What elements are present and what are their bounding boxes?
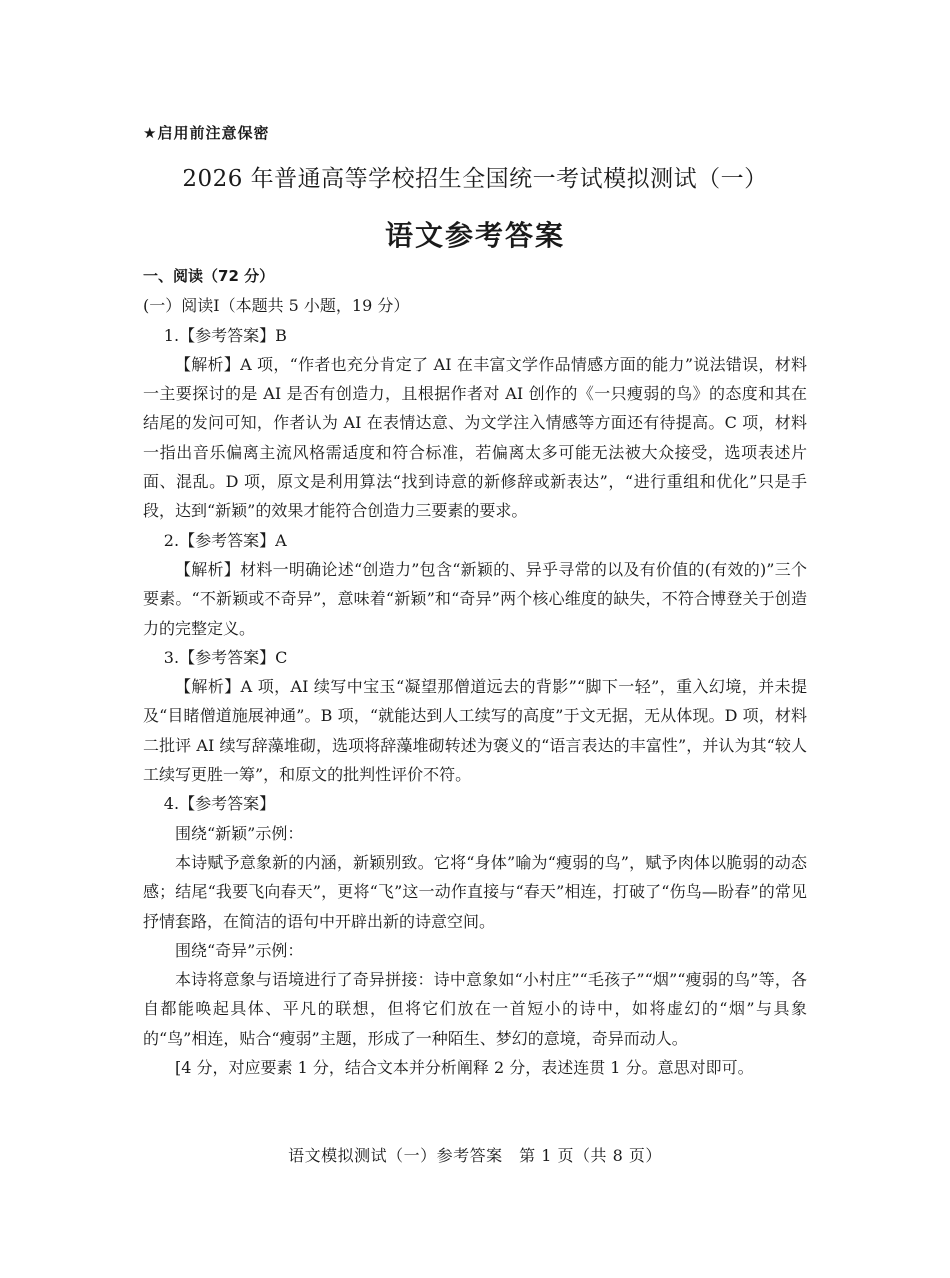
q4-example-strange: 本诗将意象与语境进行了奇异拼接：诗中意象如“小村庄”“毛孩子”“烟”“瘦弱的鸟”等，各自都能唤起具体、平凡的联想，但将它们放在一首短小的诗中，如将虚幻的“烟”与具象的“鸟”相连，贴合“瘦弱”主题，形成了一种陌生、梦幻的意境，奇异而动人。 <box>143 970 807 1048</box>
q3-answer: 3.【参考答案】C <box>163 647 288 667</box>
q2-analysis: 【解析】材料一明确论述“创造力”包含“新颖的、异乎寻常的以及有价值的(有效的)”三个要素。“不新颖或不奇异”，意味着“新颖”和“奇异”两个核心维度的缺失，不符合博登关于创造力的完整定义。 <box>143 559 807 638</box>
exam-title: 2026 年普通高等学校招生全国统一考试模拟测试（一） <box>182 166 768 192</box>
q1-answer: 1.【参考答案】B <box>163 325 287 345</box>
confidential-notice: ★启用前注意保密 <box>143 124 270 142</box>
q3-analysis: 【解析】A 项，AI 续写中宝玉“凝望那僧道远去的背影”“脚下一轻”，重入幻境，并未提及“目睹僧道施展神通”。B 项，“就能达到人工续写的高度”于文无据，无从体现。D 项，材料二批评 AI 续写辞藻堆砌，选项将辞藻堆砌转述为褒义的“语言表达的丰富性”，并认为其“较人工续写更胜一筹”，和原文的批判性评价不符。 <box>143 677 807 785</box>
q1-analysis: 【解析】A 项，“作者也充分肯定了 AI 在丰富文学作品情感方面的能力”说法错误，材料一主要探讨的是 AI 是否有创造力，且根据作者对 AI 创作的《一只瘦弱的鸟》的态度和其在结尾的发问可知，作者认为 AI 在表情达意、为文学注入情感等方面还有待提高。C 项，材料一指出音乐偏离主流风格需适度和符合标准，若偏离太多可能无法被大众接受，选项表述片面、混乱。D 项，原文是利用算法“找到诗意的新修辞或新表达”，“进行重组和优化”只是手段，达到“新颖”的效果才能符合创造力三要素的要求。 <box>143 354 807 521</box>
q4-answer: 4.【参考答案】 <box>163 794 276 814</box>
q2-answer: 2.【参考答案】A <box>163 530 287 550</box>
document-subtitle: 语文参考答案 <box>384 219 565 252</box>
q4-example-novel: 本诗赋予意象新的内涵，新颖别致。它将“身体”喻为“瘦弱的鸟”，赋予肉体以脆弱的动态感；结尾“我要飞向春天”，更将“飞”这一动作直接与“春天”相连，打破了“伤鸟—盼春”的常见抒情套路，在简洁的语句中开辟出新的诗意空间。 <box>143 852 807 931</box>
subsection-heading: (一）阅读Ⅰ（本题共 5 小题，19 分） <box>143 296 410 316</box>
answer-content <box>143 262 807 1082</box>
section-heading: 一、阅读（72 分） <box>143 267 275 285</box>
q4-example-heading-novel: 围绕“新颖”示例： <box>175 823 304 843</box>
q4-scoring-note: [4 分，对应要素 1 分，结合文本并分析阐释 2 分，表述连贯 1 分。意思对即可。 <box>175 1058 754 1078</box>
q4-example-heading-strange: 围绕“奇异”示例： <box>175 940 304 960</box>
page-footer: 语文模拟测试（一）参考答案 第 1 页（共 8 页） <box>288 1146 662 1165</box>
